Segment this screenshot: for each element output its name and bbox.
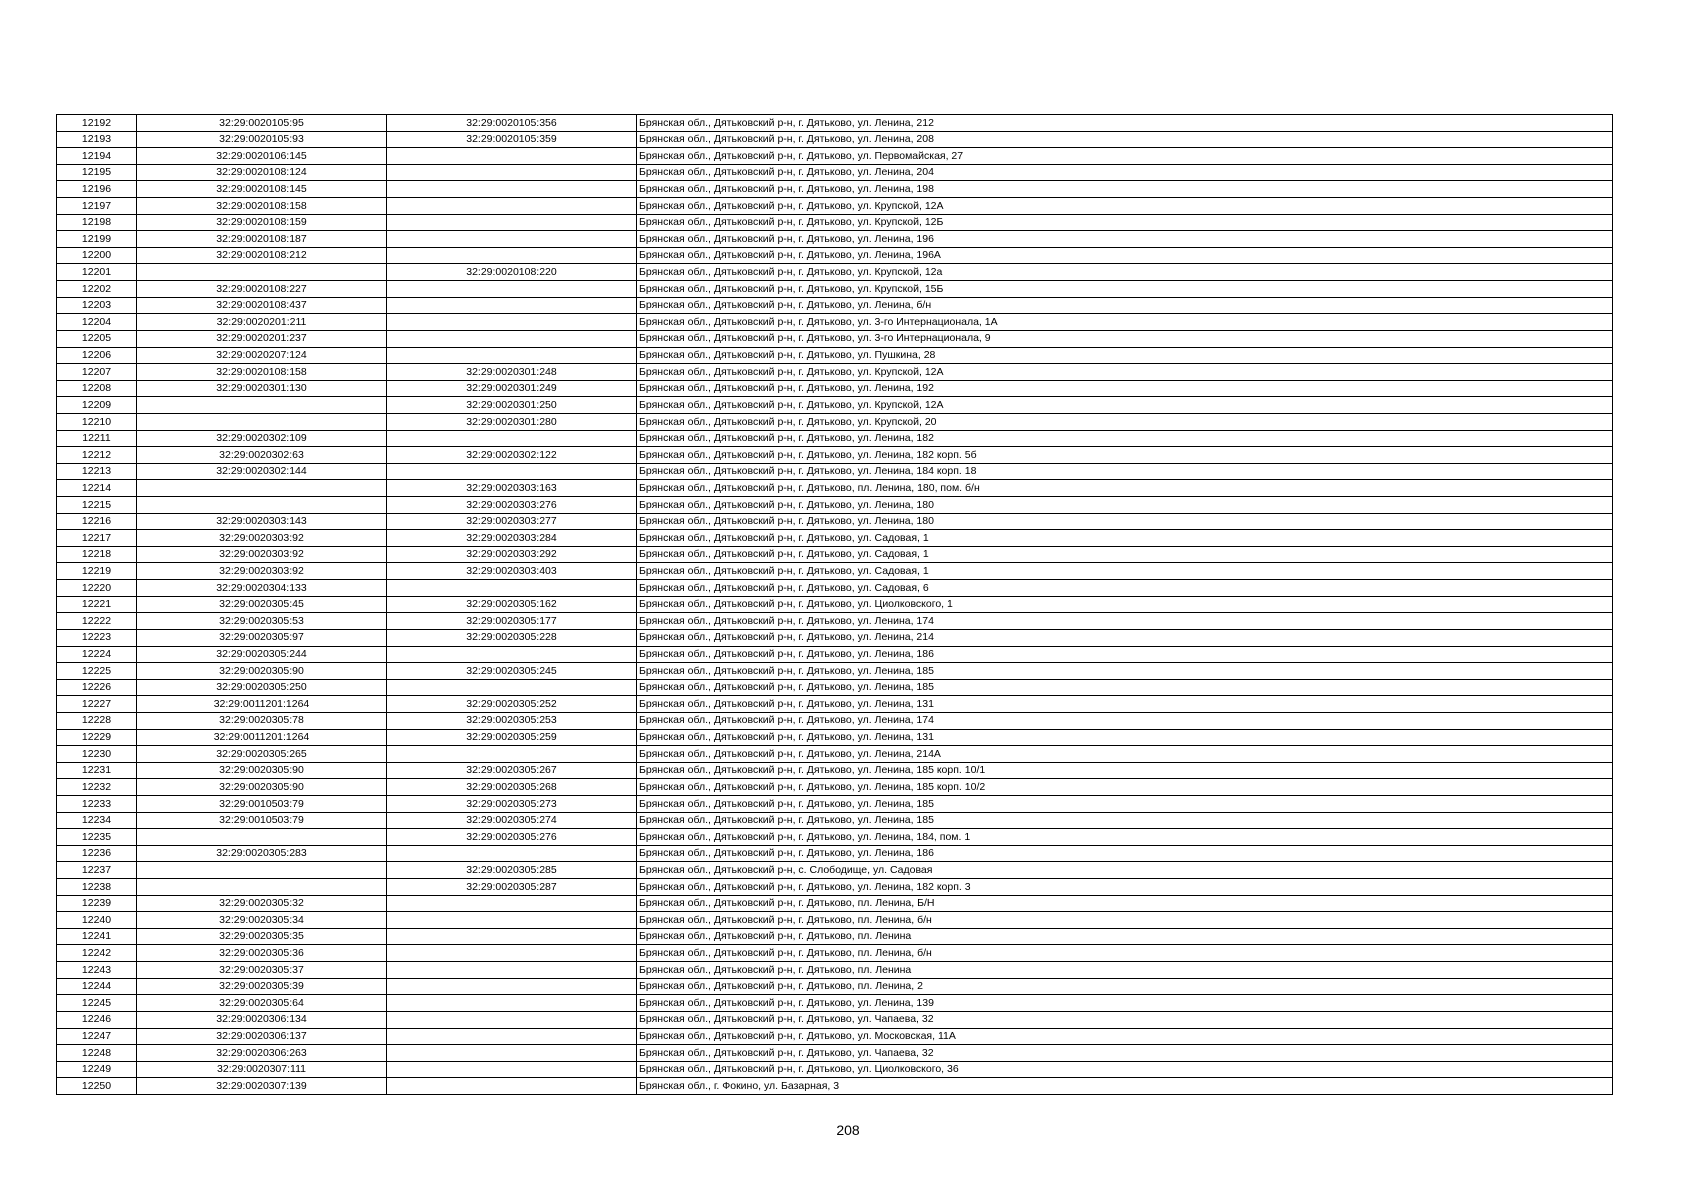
table-row bbox=[57, 812, 1613, 829]
row-number-cell: 12229 bbox=[57, 729, 137, 746]
cadastral-number-cell: 32:29:0020301:130 bbox=[137, 380, 387, 397]
row-number-cell: 12237 bbox=[57, 862, 137, 879]
cadastral-number-cell: 32:29:0020305:32 bbox=[137, 895, 387, 912]
table-row bbox=[57, 879, 1613, 896]
cadastral-number-cell bbox=[137, 497, 387, 514]
row-number-cell: 12206 bbox=[57, 347, 137, 364]
table-row bbox=[57, 712, 1613, 729]
row-number-cell: 12247 bbox=[57, 1028, 137, 1045]
table-row bbox=[57, 231, 1613, 248]
address-cell: Брянская обл., Дятьковский р-н, г. Дятьково, ул. Крупской, 12а bbox=[637, 264, 1613, 281]
cadastral-number-2-cell: 32:29:0020301:248 bbox=[387, 364, 637, 381]
cadastral-number-2-cell bbox=[387, 1028, 637, 1045]
cadastral-number-2-cell bbox=[387, 746, 637, 763]
cadastral-number-2-cell: 32:29:0020305:245 bbox=[387, 663, 637, 680]
address-cell: Брянская обл., Дятьковский р-н, г. Дятьково, ул. Крупской, 12А bbox=[637, 397, 1613, 414]
address-cell: Брянская обл., Дятьковский р-н, г. Дятьково, ул. Ленина, 180 bbox=[637, 513, 1613, 530]
cadastral-number-cell: 32:29:0020207:124 bbox=[137, 347, 387, 364]
cadastral-number-cell: 32:29:0020303:92 bbox=[137, 546, 387, 563]
address-cell: Брянская обл., Дятьковский р-н, г. Дятьково, ул. Ленина, 182 корп. 3 bbox=[637, 879, 1613, 896]
address-cell: Брянская обл., Дятьковский р-н, г. Дятьково, ул. Ленина, 208 bbox=[637, 131, 1613, 148]
address-cell: Брянская обл., Дятьковский р-н, г. Дятьково, ул. Ленина, 204 bbox=[637, 164, 1613, 181]
table-row bbox=[57, 480, 1613, 497]
cadastral-number-cell: 32:29:0020305:35 bbox=[137, 928, 387, 945]
cadastral-number-2-cell: 32:29:0020105:356 bbox=[387, 115, 637, 132]
cadastral-number-cell: 32:29:0020305:250 bbox=[137, 679, 387, 696]
cadastral-number-2-cell: 32:29:0020105:359 bbox=[387, 131, 637, 148]
table-row bbox=[57, 779, 1613, 796]
row-number-cell: 12201 bbox=[57, 264, 137, 281]
address-cell: Брянская обл., Дятьковский р-н, г. Дятьково, ул. Ленина, 185 bbox=[637, 679, 1613, 696]
cadastral-number-2-cell bbox=[387, 231, 637, 248]
cadastral-number-cell: 32:29:0020108:158 bbox=[137, 364, 387, 381]
address-cell: Брянская обл., Дятьковский р-н, г. Дятьково, ул. Циолковского, 1 bbox=[637, 596, 1613, 613]
cadastral-number-cell: 32:29:0020201:237 bbox=[137, 330, 387, 347]
address-cell: Брянская обл., Дятьковский р-н, г. Дятьково, ул. Пушкина, 28 bbox=[637, 347, 1613, 364]
cadastral-number-2-cell bbox=[387, 1045, 637, 1062]
address-cell: Брянская обл., Дятьковский р-н, г. Дятьково, ул. Садовая, 6 bbox=[637, 580, 1613, 597]
cadastral-number-2-cell: 32:29:0020305:287 bbox=[387, 879, 637, 896]
table-row bbox=[57, 912, 1613, 929]
cadastral-number-cell: 32:29:0020306:134 bbox=[137, 1011, 387, 1028]
cadastral-number-cell: 32:29:0020305:244 bbox=[137, 646, 387, 663]
address-cell: Брянская обл., Дятьковский р-н, г. Дятьково, ул. Циолковского, 36 bbox=[637, 1061, 1613, 1078]
row-number-cell: 12212 bbox=[57, 447, 137, 464]
cadastral-number-2-cell bbox=[387, 895, 637, 912]
table-row bbox=[57, 347, 1613, 364]
address-cell: Брянская обл., Дятьковский р-н, г. Дятьково, ул. Ленина, 192 bbox=[637, 380, 1613, 397]
cadastral-number-cell: 32:29:0020305:78 bbox=[137, 712, 387, 729]
row-number-cell: 12249 bbox=[57, 1061, 137, 1078]
cadastral-number-cell: 32:29:0020305:90 bbox=[137, 663, 387, 680]
row-number-cell: 12192 bbox=[57, 115, 137, 132]
cadastral-number-cell: 32:29:0020306:263 bbox=[137, 1045, 387, 1062]
cadastral-number-2-cell: 32:29:0020305:177 bbox=[387, 613, 637, 630]
row-number-cell: 12243 bbox=[57, 962, 137, 979]
cadastral-number-cell bbox=[137, 480, 387, 497]
row-number-cell: 12239 bbox=[57, 895, 137, 912]
table-row bbox=[57, 430, 1613, 447]
row-number-cell: 12226 bbox=[57, 679, 137, 696]
cadastral-number-2-cell bbox=[387, 347, 637, 364]
cadastral-number-cell: 32:29:0020307:139 bbox=[137, 1078, 387, 1095]
row-number-cell: 12240 bbox=[57, 912, 137, 929]
cadastral-number-2-cell bbox=[387, 928, 637, 945]
row-number-cell: 12224 bbox=[57, 646, 137, 663]
cadastral-number-cell: 32:29:0020108:158 bbox=[137, 198, 387, 215]
cadastral-number-2-cell: 32:29:0020305:267 bbox=[387, 762, 637, 779]
cadastral-number-2-cell bbox=[387, 945, 637, 962]
address-cell: Брянская обл., Дятьковский р-н, г. Дятьково, ул. Ленина, 180 bbox=[637, 497, 1613, 514]
table-row bbox=[57, 696, 1613, 713]
address-cell: Брянская обл., Дятьковский р-н, г. Дятьково, ул. Ленина, 182 bbox=[637, 430, 1613, 447]
address-cell: Брянская обл., Дятьковский р-н, г. Дятьково, ул. Ленина, 182 корп. 5б bbox=[637, 447, 1613, 464]
cadastral-number-2-cell: 32:29:0020305:253 bbox=[387, 712, 637, 729]
address-cell: Брянская обл., Дятьковский р-н, г. Дятьково, ул. Крупской, 20 bbox=[637, 413, 1613, 430]
table-row bbox=[57, 497, 1613, 514]
table-row bbox=[57, 845, 1613, 862]
cadastral-number-cell bbox=[137, 862, 387, 879]
row-number-cell: 12204 bbox=[57, 314, 137, 331]
row-number-cell: 12199 bbox=[57, 231, 137, 248]
row-number-cell: 12217 bbox=[57, 530, 137, 547]
table-row bbox=[57, 596, 1613, 613]
cadastral-number-2-cell bbox=[387, 297, 637, 314]
table-row bbox=[57, 995, 1613, 1012]
cadastral-number-cell: 32:29:0010503:79 bbox=[137, 812, 387, 829]
cadastral-number-2-cell: 32:29:0020305:162 bbox=[387, 596, 637, 613]
cadastral-number-2-cell bbox=[387, 281, 637, 298]
cadastral-number-2-cell: 32:29:0020305:273 bbox=[387, 795, 637, 812]
table-row bbox=[57, 181, 1613, 198]
table-row bbox=[57, 164, 1613, 181]
cadastral-number-2-cell: 32:29:0020303:276 bbox=[387, 497, 637, 514]
address-cell: Брянская обл., Дятьковский р-н, г. Дятьково, ул. 3-го Интернационала, 9 bbox=[637, 330, 1613, 347]
cadastral-number-cell: 32:29:0020307:111 bbox=[137, 1061, 387, 1078]
cadastral-number-cell: 32:29:0020305:90 bbox=[137, 779, 387, 796]
row-number-cell: 12213 bbox=[57, 463, 137, 480]
address-cell: Брянская обл., Дятьковский р-н, г. Дятьково, ул. Ленина, б/н bbox=[637, 297, 1613, 314]
cadastral-number-cell: 32:29:0020302:144 bbox=[137, 463, 387, 480]
row-number-cell: 12232 bbox=[57, 779, 137, 796]
cadastral-number-cell bbox=[137, 264, 387, 281]
address-cell: Брянская обл., Дятьковский р-н, г. Дятьково, ул. Ленина, 185 bbox=[637, 812, 1613, 829]
cadastral-number-cell: 32:29:0020303:92 bbox=[137, 530, 387, 547]
table-row bbox=[57, 397, 1613, 414]
table-row bbox=[57, 895, 1613, 912]
table-row bbox=[57, 762, 1613, 779]
table-row bbox=[57, 795, 1613, 812]
table-row bbox=[57, 1028, 1613, 1045]
cadastral-number-cell: 32:29:0020305:97 bbox=[137, 629, 387, 646]
address-cell: Брянская обл., Дятьковский р-н, г. Дятьково, пл. Ленина, б/н bbox=[637, 912, 1613, 929]
address-cell: Брянская обл., Дятьковский р-н, г. Дятьково, ул. Ленина, 185 корп. 10/1 bbox=[637, 762, 1613, 779]
table-row bbox=[57, 447, 1613, 464]
cadastral-number-cell: 32:29:0020305:39 bbox=[137, 978, 387, 995]
cadastral-number-2-cell bbox=[387, 164, 637, 181]
cadastral-number-cell: 32:29:0020108:212 bbox=[137, 247, 387, 264]
row-number-cell: 12231 bbox=[57, 762, 137, 779]
table-row bbox=[57, 1045, 1613, 1062]
row-number-cell: 12208 bbox=[57, 380, 137, 397]
cadastral-number-cell: 32:29:0020105:93 bbox=[137, 131, 387, 148]
cadastral-number-cell: 32:29:0020305:37 bbox=[137, 962, 387, 979]
row-number-cell: 12203 bbox=[57, 297, 137, 314]
table-row bbox=[57, 1078, 1613, 1095]
table-row bbox=[57, 148, 1613, 165]
cadastral-number-2-cell: 32:29:0020303:292 bbox=[387, 546, 637, 563]
table-row bbox=[57, 1061, 1613, 1078]
cadastral-number-2-cell bbox=[387, 330, 637, 347]
row-number-cell: 12244 bbox=[57, 978, 137, 995]
row-number-cell: 12216 bbox=[57, 513, 137, 530]
row-number-cell: 12209 bbox=[57, 397, 137, 414]
table-row bbox=[57, 264, 1613, 281]
cadastral-number-cell: 32:29:0020306:137 bbox=[137, 1028, 387, 1045]
cadastral-number-cell: 32:29:0011201:1264 bbox=[137, 729, 387, 746]
cadastral-number-2-cell bbox=[387, 679, 637, 696]
cadastral-number-cell: 32:29:0011201:1264 bbox=[137, 696, 387, 713]
address-cell: Брянская обл., Дятьковский р-н, г. Дятьково, ул. Ленина, 139 bbox=[637, 995, 1613, 1012]
row-number-cell: 12222 bbox=[57, 613, 137, 630]
cadastral-number-cell: 32:29:0020305:53 bbox=[137, 613, 387, 630]
cadastral-number-2-cell: 32:29:0020302:122 bbox=[387, 447, 637, 464]
table-row bbox=[57, 945, 1613, 962]
address-cell: Брянская обл., Дятьковский р-н, г. Дятьково, ул. Ленина, 174 bbox=[637, 712, 1613, 729]
row-number-cell: 12227 bbox=[57, 696, 137, 713]
cadastral-number-2-cell bbox=[387, 314, 637, 331]
cadastral-number-2-cell: 32:29:0020108:220 bbox=[387, 264, 637, 281]
row-number-cell: 12202 bbox=[57, 281, 137, 298]
table-row bbox=[57, 729, 1613, 746]
table-row bbox=[57, 364, 1613, 381]
cadastral-number-cell bbox=[137, 829, 387, 846]
address-cell: Брянская обл., Дятьковский р-н, г. Дятьково, ул. Крупской, 12А bbox=[637, 198, 1613, 215]
table-row bbox=[57, 247, 1613, 264]
row-number-cell: 12211 bbox=[57, 430, 137, 447]
cadastral-number-2-cell: 32:29:0020305:259 bbox=[387, 729, 637, 746]
table-row bbox=[57, 663, 1613, 680]
table-row bbox=[57, 115, 1613, 132]
table-row bbox=[57, 613, 1613, 630]
table-row bbox=[57, 513, 1613, 530]
address-cell: Брянская обл., Дятьковский р-н, г. Дятьково, ул. Чапаева, 32 bbox=[637, 1011, 1613, 1028]
address-cell: Брянская обл., Дятьковский р-н, с. Слободище, ул. Садовая bbox=[637, 862, 1613, 879]
row-number-cell: 12196 bbox=[57, 181, 137, 198]
table-row bbox=[57, 1011, 1613, 1028]
row-number-cell: 12235 bbox=[57, 829, 137, 846]
table-row bbox=[57, 463, 1613, 480]
address-cell: Брянская обл., Дятьковский р-н, г. Дятьково, ул. Ленина, 186 bbox=[637, 845, 1613, 862]
cadastral-number-2-cell: 32:29:0020305:268 bbox=[387, 779, 637, 796]
cadastral-number-2-cell bbox=[387, 995, 637, 1012]
row-number-cell: 12220 bbox=[57, 580, 137, 597]
table-row bbox=[57, 646, 1613, 663]
address-cell: Брянская обл., Дятьковский р-н, г. Дятьково, ул. Крупской, 15Б bbox=[637, 281, 1613, 298]
cadastral-number-2-cell bbox=[387, 198, 637, 215]
cadastral-number-2-cell bbox=[387, 463, 637, 480]
cadastral-number-2-cell bbox=[387, 1011, 637, 1028]
cadastral-number-cell: 32:29:0020305:36 bbox=[137, 945, 387, 962]
address-cell: Брянская обл., Дятьковский р-н, г. Дятьково, ул. Крупской, 12А bbox=[637, 364, 1613, 381]
address-cell: Брянская обл., Дятьковский р-н, г. Дятьково, ул. Садовая, 1 bbox=[637, 563, 1613, 580]
cadastral-number-cell: 32:29:0020302:63 bbox=[137, 447, 387, 464]
cadastral-number-2-cell: 32:29:0020303:284 bbox=[387, 530, 637, 547]
cadastral-number-2-cell: 32:29:0020305:252 bbox=[387, 696, 637, 713]
cadastral-number-2-cell: 32:29:0020305:228 bbox=[387, 629, 637, 646]
row-number-cell: 12245 bbox=[57, 995, 137, 1012]
address-cell: Брянская обл., Дятьковский р-н, г. Дятьково, ул. Первомайская, 27 bbox=[637, 148, 1613, 165]
row-number-cell: 12215 bbox=[57, 497, 137, 514]
row-number-cell: 12225 bbox=[57, 663, 137, 680]
cadastral-number-cell: 32:29:0020302:109 bbox=[137, 430, 387, 447]
cadastral-number-cell bbox=[137, 413, 387, 430]
cadastral-number-2-cell: 32:29:0020305:276 bbox=[387, 829, 637, 846]
address-cell: Брянская обл., Дятьковский р-н, г. Дятьково, пл. Ленина, Б/Н bbox=[637, 895, 1613, 912]
cadastral-number-2-cell: 32:29:0020305:274 bbox=[387, 812, 637, 829]
address-cell: Брянская обл., Дятьковский р-н, г. Дятьково, ул. Чапаева, 32 bbox=[637, 1045, 1613, 1062]
cadastral-number-cell: 32:29:0010503:79 bbox=[137, 795, 387, 812]
cadastral-number-2-cell bbox=[387, 580, 637, 597]
address-cell: Брянская обл., Дятьковский р-н, г. Дятьково, пл. Ленина bbox=[637, 962, 1613, 979]
cadastral-number-cell: 32:29:0020303:92 bbox=[137, 563, 387, 580]
cadastral-number-cell: 32:29:0020305:283 bbox=[137, 845, 387, 862]
row-number-cell: 12238 bbox=[57, 879, 137, 896]
cadastral-number-2-cell bbox=[387, 845, 637, 862]
table-row bbox=[57, 297, 1613, 314]
registry-table bbox=[56, 114, 1613, 1095]
address-cell: Брянская обл., Дятьковский р-н, г. Дятьково, пл. Ленина, 180, пом. б/н bbox=[637, 480, 1613, 497]
address-cell: Брянская обл., Дятьковский р-н, г. Дятьково, ул. Ленина, 185 корп. 10/2 bbox=[637, 779, 1613, 796]
row-number-cell: 12195 bbox=[57, 164, 137, 181]
row-number-cell: 12198 bbox=[57, 214, 137, 231]
row-number-cell: 12194 bbox=[57, 148, 137, 165]
address-cell: Брянская обл., Дятьковский р-н, г. Дятьково, ул. Крупской, 12Б bbox=[637, 214, 1613, 231]
row-number-cell: 12236 bbox=[57, 845, 137, 862]
cadastral-number-2-cell bbox=[387, 978, 637, 995]
address-cell: Брянская обл., Дятьковский р-н, г. Дятьково, пл. Ленина, 2 bbox=[637, 978, 1613, 995]
table-row bbox=[57, 281, 1613, 298]
address-cell: Брянская обл., Дятьковский р-н, г. Дятьково, ул. Ленина, 214 bbox=[637, 629, 1613, 646]
row-number-cell: 12248 bbox=[57, 1045, 137, 1062]
table-row bbox=[57, 928, 1613, 945]
address-cell: Брянская обл., Дятьковский р-н, г. Дятьково, ул. Ленина, 214А bbox=[637, 746, 1613, 763]
cadastral-number-2-cell bbox=[387, 148, 637, 165]
address-cell: Брянская обл., Дятьковский р-н, г. Дятьково, ул. Садовая, 1 bbox=[637, 546, 1613, 563]
row-number-cell: 12207 bbox=[57, 364, 137, 381]
row-number-cell: 12234 bbox=[57, 812, 137, 829]
cadastral-number-cell: 32:29:0020108:227 bbox=[137, 281, 387, 298]
cadastral-number-cell: 32:29:0020305:34 bbox=[137, 912, 387, 929]
table-row bbox=[57, 962, 1613, 979]
cadastral-number-2-cell: 32:29:0020301:280 bbox=[387, 413, 637, 430]
cadastral-number-2-cell bbox=[387, 430, 637, 447]
cadastral-number-2-cell bbox=[387, 181, 637, 198]
registry-table-body bbox=[57, 115, 1613, 1095]
row-number-cell: 12233 bbox=[57, 795, 137, 812]
table-row bbox=[57, 198, 1613, 215]
address-cell: Брянская обл., г. Фокино, ул. Базарная, 3 bbox=[637, 1078, 1613, 1095]
address-cell: Брянская обл., Дятьковский р-н, г. Дятьково, ул. Ленина, 131 bbox=[637, 729, 1613, 746]
row-number-cell: 12223 bbox=[57, 629, 137, 646]
address-cell: Брянская обл., Дятьковский р-н, г. Дятьково, ул. Ленина, 131 bbox=[637, 696, 1613, 713]
address-cell: Брянская обл., Дятьковский р-н, г. Дятьково, ул. Ленина, 186 bbox=[637, 646, 1613, 663]
row-number-cell: 12242 bbox=[57, 945, 137, 962]
row-number-cell: 12219 bbox=[57, 563, 137, 580]
row-number-cell: 12200 bbox=[57, 247, 137, 264]
cadastral-number-2-cell: 32:29:0020303:163 bbox=[387, 480, 637, 497]
table-row bbox=[57, 978, 1613, 995]
address-cell: Брянская обл., Дятьковский р-н, г. Дятьково, пл. Ленина, б/н bbox=[637, 945, 1613, 962]
row-number-cell: 12250 bbox=[57, 1078, 137, 1095]
table-row bbox=[57, 530, 1613, 547]
cadastral-number-2-cell: 32:29:0020303:403 bbox=[387, 563, 637, 580]
address-cell: Брянская обл., Дятьковский р-н, г. Дятьково, ул. Ленина, 185 bbox=[637, 795, 1613, 812]
address-cell: Брянская обл., Дятьковский р-н, г. Дятьково, ул. Ленина, 185 bbox=[637, 663, 1613, 680]
cadastral-number-cell: 32:29:0020305:45 bbox=[137, 596, 387, 613]
address-cell: Брянская обл., Дятьковский р-н, г. Дятьково, пл. Ленина bbox=[637, 928, 1613, 945]
row-number-cell: 12230 bbox=[57, 746, 137, 763]
address-cell: Брянская обл., Дятьковский р-н, г. Дятьково, ул. Ленина, 174 bbox=[637, 613, 1613, 630]
table-row bbox=[57, 679, 1613, 696]
cadastral-number-cell: 32:29:0020105:95 bbox=[137, 115, 387, 132]
cadastral-number-2-cell: 32:29:0020303:277 bbox=[387, 513, 637, 530]
cadastral-number-cell: 32:29:0020108:159 bbox=[137, 214, 387, 231]
cadastral-number-cell: 32:29:0020108:124 bbox=[137, 164, 387, 181]
cadastral-number-2-cell: 32:29:0020301:249 bbox=[387, 380, 637, 397]
cadastral-number-cell: 32:29:0020304:133 bbox=[137, 580, 387, 597]
address-cell: Брянская обл., Дятьковский р-н, г. Дятьково, ул. Ленина, 212 bbox=[637, 115, 1613, 132]
address-cell: Брянская обл., Дятьковский р-н, г. Дятьково, ул. Ленина, 196 bbox=[637, 231, 1613, 248]
row-number-cell: 12221 bbox=[57, 596, 137, 613]
table-row bbox=[57, 131, 1613, 148]
cadastral-number-cell bbox=[137, 397, 387, 414]
row-number-cell: 12205 bbox=[57, 330, 137, 347]
address-cell: Брянская обл., Дятьковский р-н, г. Дятьково, ул. 3-го Интернационала, 1А bbox=[637, 314, 1613, 331]
cadastral-number-2-cell: 32:29:0020301:250 bbox=[387, 397, 637, 414]
cadastral-number-2-cell bbox=[387, 1078, 637, 1095]
table-row bbox=[57, 629, 1613, 646]
table-row bbox=[57, 380, 1613, 397]
table-row bbox=[57, 546, 1613, 563]
cadastral-number-cell: 32:29:0020305:64 bbox=[137, 995, 387, 1012]
row-number-cell: 12197 bbox=[57, 198, 137, 215]
address-cell: Брянская обл., Дятьковский р-н, г. Дятьково, ул. Садовая, 1 bbox=[637, 530, 1613, 547]
cadastral-number-cell: 32:29:0020108:437 bbox=[137, 297, 387, 314]
cadastral-number-cell bbox=[137, 879, 387, 896]
address-cell: Брянская обл., Дятьковский р-н, г. Дятьково, ул. Московская, 11А bbox=[637, 1028, 1613, 1045]
cadastral-number-cell: 32:29:0020108:145 bbox=[137, 181, 387, 198]
address-cell: Брянская обл., Дятьковский р-н, г. Дятьково, ул. Ленина, 196А bbox=[637, 247, 1613, 264]
page-number: 208 bbox=[836, 1122, 860, 1138]
cadastral-number-2-cell: 32:29:0020305:285 bbox=[387, 862, 637, 879]
row-number-cell: 12228 bbox=[57, 712, 137, 729]
cadastral-number-2-cell bbox=[387, 247, 637, 264]
row-number-cell: 12218 bbox=[57, 546, 137, 563]
table-row bbox=[57, 314, 1613, 331]
table-row bbox=[57, 563, 1613, 580]
table-row bbox=[57, 413, 1613, 430]
cadastral-number-cell: 32:29:0020106:145 bbox=[137, 148, 387, 165]
row-number-cell: 12246 bbox=[57, 1011, 137, 1028]
table-row bbox=[57, 862, 1613, 879]
table-row bbox=[57, 214, 1613, 231]
row-number-cell: 12193 bbox=[57, 131, 137, 148]
table-row bbox=[57, 829, 1613, 846]
address-cell: Брянская обл., Дятьковский р-н, г. Дятьково, ул. Ленина, 184 корп. 18 bbox=[637, 463, 1613, 480]
cadastral-number-2-cell bbox=[387, 1061, 637, 1078]
cadastral-number-2-cell bbox=[387, 962, 637, 979]
row-number-cell: 12241 bbox=[57, 928, 137, 945]
cadastral-number-cell: 32:29:0020303:143 bbox=[137, 513, 387, 530]
table-row bbox=[57, 330, 1613, 347]
table-row bbox=[57, 580, 1613, 597]
table-row bbox=[57, 746, 1613, 763]
address-cell: Брянская обл., Дятьковский р-н, г. Дятьково, ул. Ленина, 184, пом. 1 bbox=[637, 829, 1613, 846]
cadastral-number-2-cell bbox=[387, 646, 637, 663]
cadastral-number-cell: 32:29:0020305:265 bbox=[137, 746, 387, 763]
cadastral-number-cell: 32:29:0020201:211 bbox=[137, 314, 387, 331]
cadastral-number-2-cell bbox=[387, 214, 637, 231]
cadastral-number-2-cell bbox=[387, 912, 637, 929]
row-number-cell: 12210 bbox=[57, 413, 137, 430]
cadastral-number-cell: 32:29:0020108:187 bbox=[137, 231, 387, 248]
address-cell: Брянская обл., Дятьковский р-н, г. Дятьково, ул. Ленина, 198 bbox=[637, 181, 1613, 198]
row-number-cell: 12214 bbox=[57, 480, 137, 497]
cadastral-number-cell: 32:29:0020305:90 bbox=[137, 762, 387, 779]
